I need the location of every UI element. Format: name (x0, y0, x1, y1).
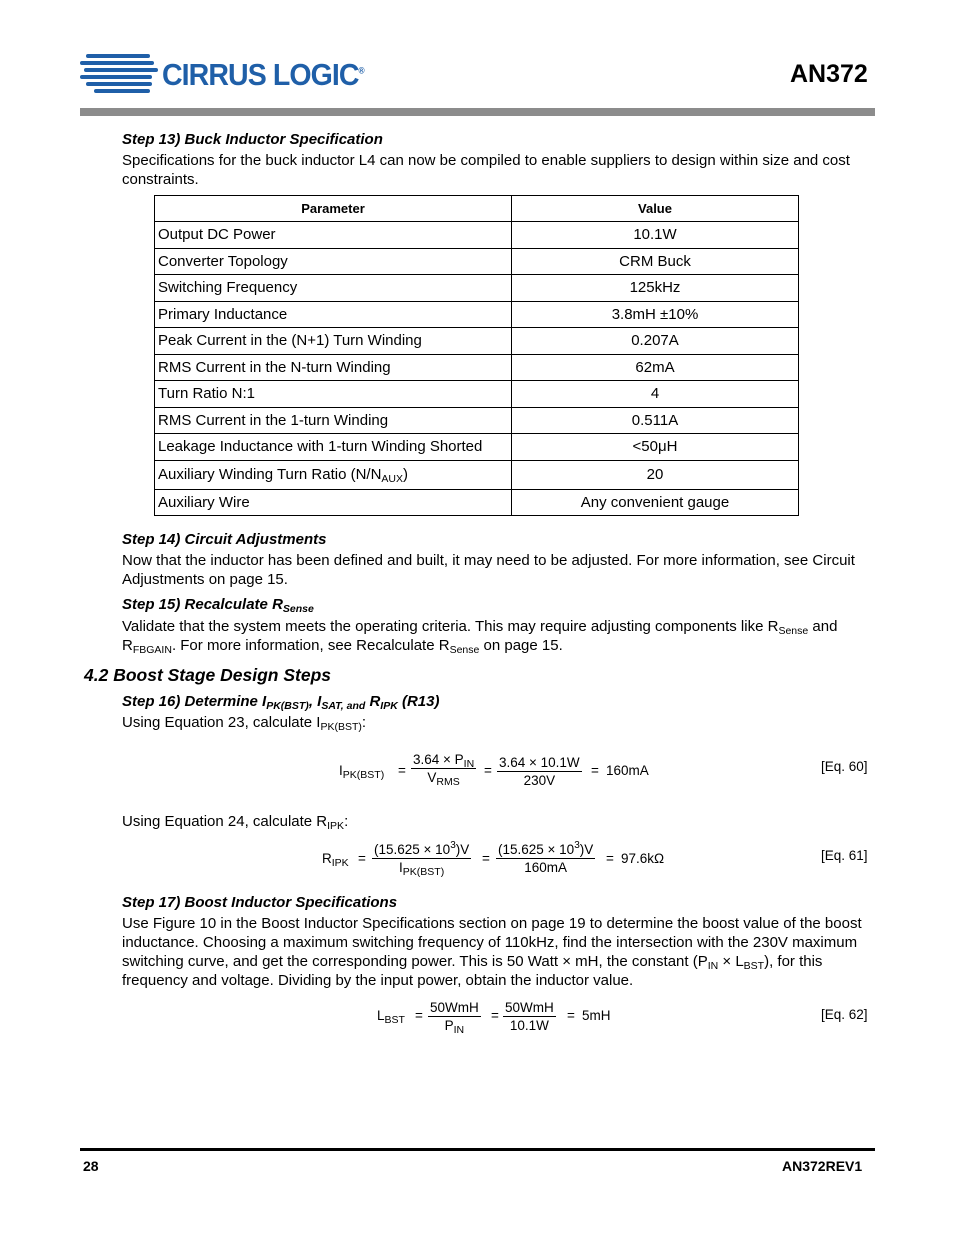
eq62-equals-2: = (491, 1008, 499, 1023)
param-cell: Auxiliary Winding Turn Ratio $(N/N_{AUX})$ (155, 460, 512, 489)
table-row (155, 328, 799, 355)
eq62-fraction-1 (428, 1000, 481, 1036)
step16-intro: Using Equation 23, calculate $I_{PK(BST)}$: (122, 714, 367, 733)
param-cell: Leakage Inductance with 1-turn Winding Shorted (155, 434, 512, 461)
step13-text: Specifications for the buck inductor L4 can now be compiled to enable suppliers to design within size and cost constraints. (122, 152, 850, 188)
table-row (155, 407, 799, 434)
step17-text: Use Figure 10 in the Boost Inductor Specifications section on page 19 to determine the boost value of the boost inductance. Choosing a maximum switching frequency of 110kHz, find the intersection with the 230V maximum switching curve, and get the corresponding power. This is 50 Watt × mH, the constant $(P_{IN} \times L_{BST})$, for this frequency and voltage. Dividing by the input power, obtain the inductor value. (122, 915, 862, 989)
table-row (155, 489, 799, 516)
eq62-fraction-2 (503, 1000, 556, 1033)
param-cell: Converter Topology (155, 248, 512, 275)
table-row (155, 460, 799, 489)
eq62-equals-1: = (415, 1008, 423, 1023)
fraction-numerator: 50WmH (505, 1000, 554, 1015)
header-parameter: Parameter (155, 196, 512, 222)
param-cell: RMS Current in the N-turn Winding (155, 354, 512, 381)
header-value: Value (512, 196, 799, 222)
eq60-fraction-1 (411, 752, 476, 788)
eq60-lhs: $I_{PK(BST)}$ (339, 763, 385, 781)
eq62-lhs: $L_{BST}$ (377, 1008, 405, 1026)
fraction-numerator: $(15.625 \times 10^3)V$ (374, 840, 470, 857)
eq62-result: 5mH (582, 1008, 611, 1023)
fraction-numerator: 3.64 × 10.1W (499, 755, 580, 770)
table-header-row (155, 196, 799, 222)
param-cell: Output DC Power (155, 222, 512, 249)
param-cell: Switching Frequency (155, 275, 512, 302)
eq62-equals-3: = (567, 1008, 575, 1023)
eq61-equals-1: = (358, 851, 366, 866)
fraction-numerator: $(15.625 \times 10^3)V$ (498, 840, 594, 857)
table-row (155, 434, 799, 461)
logo-swoosh-icon (80, 48, 170, 106)
value-cell: 20 (512, 460, 799, 489)
param-cell: RMS Current in the 1-turn Winding (155, 407, 512, 434)
value-cell: 62mA (512, 354, 799, 381)
fraction-numerator: 50WmH (430, 1000, 479, 1015)
eq60-equals-1: = (398, 763, 406, 778)
eq61-label: [Eq. 61] (821, 848, 868, 863)
buck-inductor-spec-table (154, 195, 799, 516)
header-divider (80, 108, 875, 116)
value-cell: 0.207A (512, 328, 799, 355)
fraction-denominator: 230V (523, 773, 556, 788)
eq62-label: [Eq. 62] (821, 1007, 868, 1022)
eq61-equals-2: = (482, 851, 490, 866)
section-heading: 4.2 Boost Stage Design Steps (84, 665, 332, 685)
page-number: 28 (83, 1158, 99, 1174)
eq61-fraction-2 (496, 842, 595, 875)
fraction-denominator: $V_{RMS}$ (427, 770, 460, 788)
eq61-equals-3: = (606, 851, 614, 866)
step13-title: Step 13) Buck Inductor Specification (122, 131, 383, 148)
param-cell: Auxiliary Wire (155, 489, 512, 516)
fraction-numerator: $3.64 \times P_{IN}$ (413, 752, 475, 770)
eq60-equals-3: = (591, 763, 599, 778)
value-cell: 3.8mH ±10% (512, 301, 799, 328)
value-cell: Any convenient gauge (512, 489, 799, 516)
step14-title: Step 14) Circuit Adjustments (122, 531, 327, 548)
fraction-denominator: $I_{PK(BST)}$ (399, 860, 445, 878)
cirrus-logic-logo (80, 48, 364, 106)
table-row (155, 381, 799, 408)
param-cell: Turn Ratio N:1 (155, 381, 512, 408)
step16-title: Step 16) Determine $I_{PK(BST)}$, $I_{SAT, and}$ $R_{IPK}$ (R13) (122, 693, 440, 712)
document-revision: AN372REV1 (782, 1158, 863, 1174)
fraction-denominator: $P_{IN}$ (444, 1018, 465, 1036)
table-row (155, 222, 799, 249)
logo-wordmark: CIRRUS LOGIC® (162, 57, 364, 92)
eq60-equals-2: = (484, 763, 492, 778)
step17-title: Step 17) Boost Inductor Specifications (122, 894, 398, 911)
table-row (155, 248, 799, 275)
value-cell: CRM Buck (512, 248, 799, 275)
eq61-lhs: $R_{IPK}$ (322, 851, 349, 869)
eq61-result: 97.6kΩ (621, 851, 665, 866)
value-cell: 10.1W (512, 222, 799, 249)
value-cell: 4 (512, 381, 799, 408)
step15-title: Step 15) Recalculate $R_{Sense}$ (122, 596, 314, 615)
eq60-result: 160mA (606, 763, 649, 778)
table-row (155, 275, 799, 302)
eq60-label: [Eq. 60] (821, 759, 868, 774)
fraction-denominator: 10.1W (509, 1018, 549, 1033)
value-cell: 0.511A (512, 407, 799, 434)
document-id: AN372 (790, 60, 868, 88)
step16-intro2: Using Equation 24, calculate $R_{IPK}$: (122, 813, 349, 832)
param-cell: Peak Current in the (N+1) Turn Winding (155, 328, 512, 355)
step15-text: Validate that the system meets the operating criteria. This may require adjusting components like $R_{Sense}$ and $R_{FBGAIN}$. For more information, see Recalculate $R_{Sense}$ on page 15. (122, 618, 838, 656)
table-row (155, 354, 799, 381)
value-cell: 125kHz (512, 275, 799, 302)
footer-divider (80, 1148, 875, 1151)
eq61-fraction-1 (372, 840, 471, 878)
eq60-fraction-2 (497, 755, 582, 788)
param-cell: Primary Inductance (155, 301, 512, 328)
table-row (155, 301, 799, 328)
step14-text: Now that the inductor has been defined and built, it may need to be adjusted. For more information, see Circuit Adjustments on page 15. (122, 552, 855, 588)
fraction-denominator: 160mA (524, 860, 568, 875)
value-cell: <50μH (512, 434, 799, 461)
